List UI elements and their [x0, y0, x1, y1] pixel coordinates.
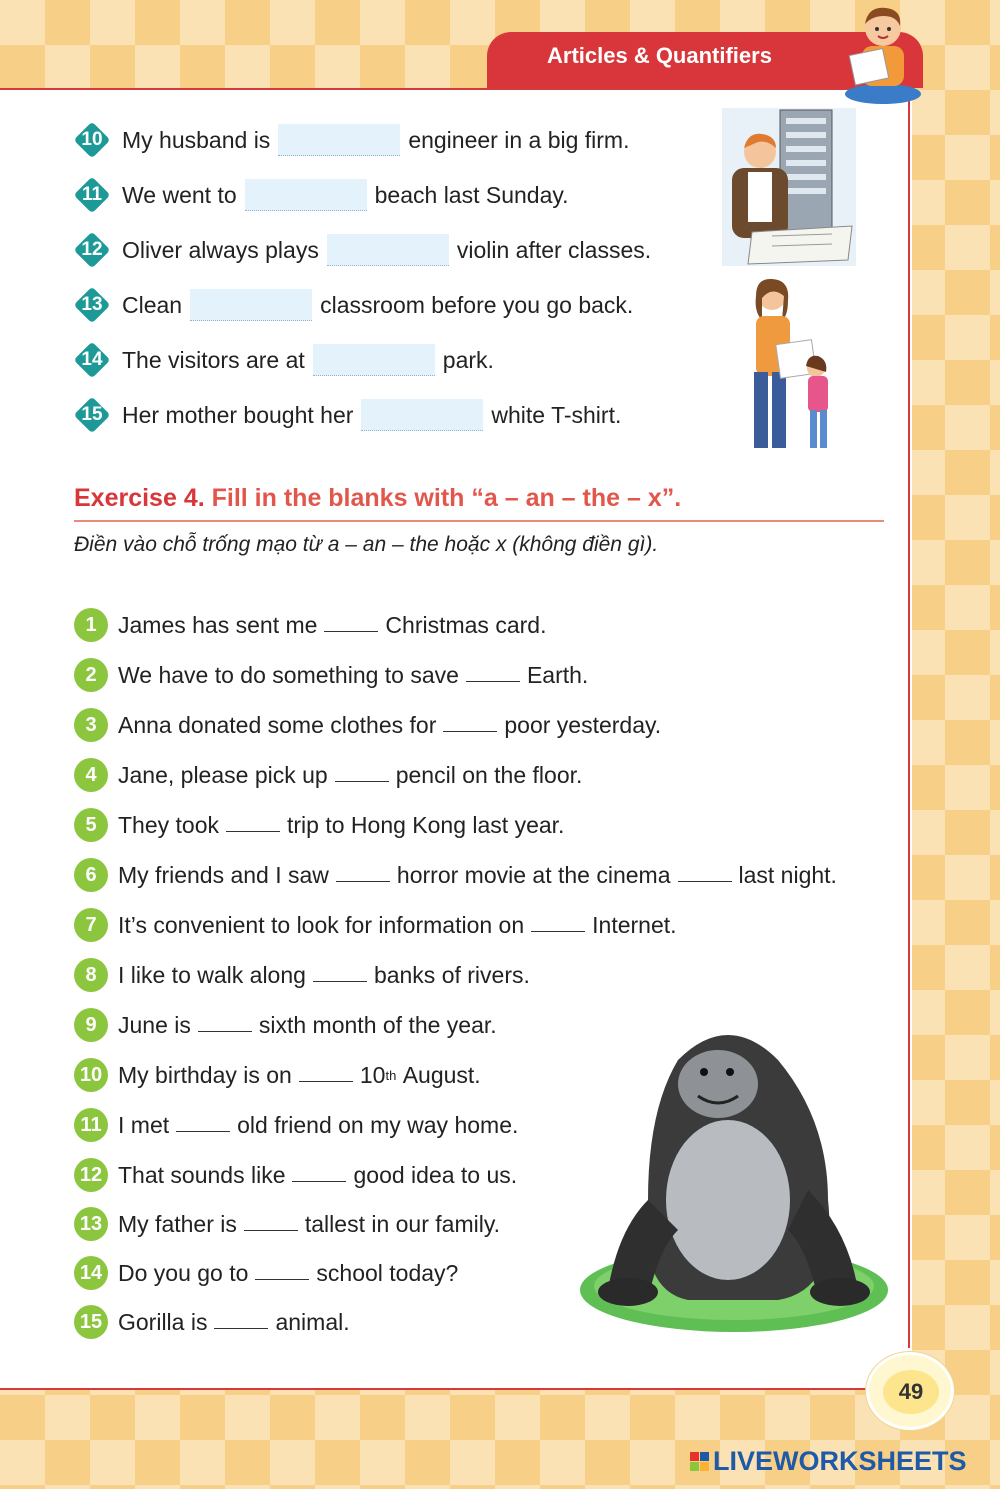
- answer-blank-7[interactable]: [531, 918, 585, 932]
- sentence-end: last night.: [738, 861, 837, 888]
- sentence-end: pencil on the floor.: [395, 761, 583, 788]
- part1-row-14: [74, 342, 494, 378]
- part2-row-11: [74, 1108, 518, 1142]
- sentence-middle: horror movie at the cinema: [396, 861, 671, 888]
- answer-input-10[interactable]: [278, 124, 400, 156]
- sentence-start: I like to walk along: [118, 961, 306, 988]
- sentence-end: white T-shirt.: [491, 401, 622, 428]
- answer-blank-1[interactable]: [324, 618, 378, 632]
- answer-blank-5[interactable]: [226, 818, 280, 832]
- answer-blank-13[interactable]: [244, 1217, 298, 1231]
- part1-row-15: [74, 397, 621, 433]
- number-badge: 13: [74, 287, 110, 323]
- sentence-start: James has sent me: [118, 611, 318, 638]
- sentence-end: August.: [402, 1061, 481, 1088]
- page-number-badge: [866, 1352, 954, 1430]
- answer-blank-6a[interactable]: [336, 868, 390, 882]
- answer-blank-15[interactable]: [214, 1315, 268, 1329]
- answer-input-11[interactable]: [245, 179, 367, 211]
- brand-name: LIVEWORKSHEETS: [713, 1446, 967, 1476]
- part1-row-12: [74, 232, 651, 268]
- sentence-date: 10: [359, 1061, 386, 1088]
- page-border-bottom: [0, 1388, 880, 1390]
- number-badge: 1: [74, 608, 108, 642]
- answer-input-12[interactable]: [327, 234, 449, 266]
- answer-blank-9[interactable]: [198, 1018, 252, 1032]
- exercise-label: Exercise 4.: [74, 484, 205, 512]
- sentence-end: classroom before you go back.: [320, 291, 634, 318]
- number-badge: 4: [74, 758, 108, 792]
- sentence-start: It’s convenient to look for information on: [118, 911, 525, 938]
- number-badge: 9: [74, 1008, 108, 1042]
- answer-blank-14[interactable]: [255, 1266, 309, 1280]
- part2-row-5: [74, 808, 564, 842]
- reading-kid-illustration: [838, 2, 928, 106]
- part2-row-6: [74, 858, 837, 892]
- number-badge: 14: [74, 1256, 108, 1290]
- page-border-top: [0, 88, 910, 90]
- part2-row-7: [74, 908, 677, 942]
- sentence-start: Clean: [122, 291, 183, 318]
- sentence-start: Oliver always plays: [122, 236, 319, 263]
- sentence-end: trip to Hong Kong last year.: [287, 811, 565, 838]
- part2-row-2: [74, 658, 588, 692]
- mother-child-illustration: [742, 276, 840, 458]
- sentence-end: sixth month of the year.: [258, 1011, 497, 1038]
- sentence-start: Do you go to: [118, 1259, 249, 1286]
- part2-row-10: [74, 1058, 481, 1092]
- sentence-end: Christmas card.: [385, 611, 547, 638]
- answer-blank-4[interactable]: [335, 768, 389, 782]
- exercise-subtitle: Điền vào chỗ trống mạo từ a – an – the hoặc x (không điền gì).: [74, 533, 659, 556]
- engineer-illustration: [722, 108, 856, 266]
- sentence-end: engineer in a big firm.: [408, 126, 630, 153]
- sentence-start: June is: [118, 1011, 191, 1038]
- answer-blank-10[interactable]: [299, 1068, 353, 1082]
- sentence-start: Jane, please pick up: [118, 761, 328, 788]
- exercise-instruction: Fill in the blanks with “a – an – the – x”.: [211, 484, 682, 512]
- brand-logo: [690, 1446, 967, 1477]
- sentence-start: My birthday is on: [118, 1061, 292, 1088]
- sentence-start: Gorilla is: [118, 1308, 208, 1335]
- answer-blank-12[interactable]: [292, 1168, 346, 1182]
- sentence-start: My friends and I saw: [118, 861, 329, 888]
- part1-row-13: [74, 287, 633, 323]
- sentence-start: Anna donated some clothes for: [118, 711, 437, 738]
- part2-row-9: [74, 1008, 497, 1042]
- part2-row-14: [74, 1256, 458, 1290]
- number-badge: 7: [74, 908, 108, 942]
- sentence-start: That sounds like: [118, 1161, 286, 1188]
- number-badge: 10: [74, 1058, 108, 1092]
- number-badge: 12: [74, 1158, 108, 1192]
- gorilla-illustration: [578, 1000, 890, 1340]
- sentence-end: Earth.: [526, 661, 589, 688]
- sentence-start: We have to do something to save: [118, 661, 459, 688]
- number-badge: 14: [74, 342, 110, 378]
- answer-input-14[interactable]: [313, 344, 435, 376]
- part2-row-13: [74, 1207, 500, 1241]
- number-badge: 15: [74, 1305, 108, 1339]
- sentence-end: old friend on my way home.: [237, 1111, 519, 1138]
- part2-row-15: [74, 1305, 350, 1339]
- sentence-start: My father is: [118, 1210, 237, 1237]
- part2-row-1: [74, 608, 546, 642]
- sentence-end: good idea to us.: [353, 1161, 518, 1188]
- sentence-start: The visitors are at: [122, 346, 305, 373]
- number-badge: 12: [74, 232, 110, 268]
- number-badge: 2: [74, 658, 108, 692]
- answer-blank-11[interactable]: [176, 1118, 230, 1132]
- sentence-end: beach last Sunday.: [374, 181, 569, 208]
- sentence-start: They took: [118, 811, 219, 838]
- answer-blank-6b[interactable]: [678, 868, 732, 882]
- answer-input-15[interactable]: [361, 399, 483, 431]
- part2-row-8: [74, 958, 530, 992]
- exercise-divider: [74, 520, 884, 522]
- number-badge: 5: [74, 808, 108, 842]
- part2-row-4: [74, 758, 582, 792]
- page-border-right: [908, 88, 910, 1348]
- number-badge: 8: [74, 958, 108, 992]
- number-badge: 6: [74, 858, 108, 892]
- number-badge: 13: [74, 1207, 108, 1241]
- sentence-start: We went to: [122, 181, 237, 208]
- sentence-end: animal.: [275, 1308, 350, 1335]
- part1-row-11: [74, 177, 569, 213]
- sentence-end: poor yesterday.: [504, 711, 662, 738]
- sentence-end: banks of rivers.: [373, 961, 530, 988]
- number-badge: 10: [74, 122, 110, 158]
- answer-blank-3[interactable]: [443, 718, 497, 732]
- page-number: 49: [883, 1370, 939, 1414]
- number-badge: 15: [74, 397, 110, 433]
- sentence-end: park.: [442, 346, 494, 373]
- sentence-start: My husband is: [122, 126, 271, 153]
- exercise-title: [74, 484, 681, 513]
- sentence-end: tallest in our family.: [304, 1210, 501, 1237]
- part2-row-12: [74, 1158, 517, 1192]
- number-badge: 11: [74, 177, 110, 213]
- part1-row-10: [74, 122, 630, 158]
- number-badge: 11: [74, 1108, 108, 1142]
- brand-icon: [690, 1452, 709, 1471]
- sentence-end: violin after classes.: [456, 236, 652, 263]
- answer-blank-2[interactable]: [466, 668, 520, 682]
- header-title: Articles & Quantifiers: [547, 43, 772, 68]
- answer-blank-8[interactable]: [313, 968, 367, 982]
- sentence-end: Internet.: [592, 911, 677, 938]
- ordinal-suffix: th: [385, 1067, 397, 1083]
- sentence-start: I met: [118, 1111, 170, 1138]
- number-badge: 3: [74, 708, 108, 742]
- answer-input-13[interactable]: [190, 289, 312, 321]
- sentence-start: Her mother bought her: [122, 401, 354, 428]
- part2-row-3: [74, 708, 661, 742]
- sentence-end: school today?: [316, 1259, 459, 1286]
